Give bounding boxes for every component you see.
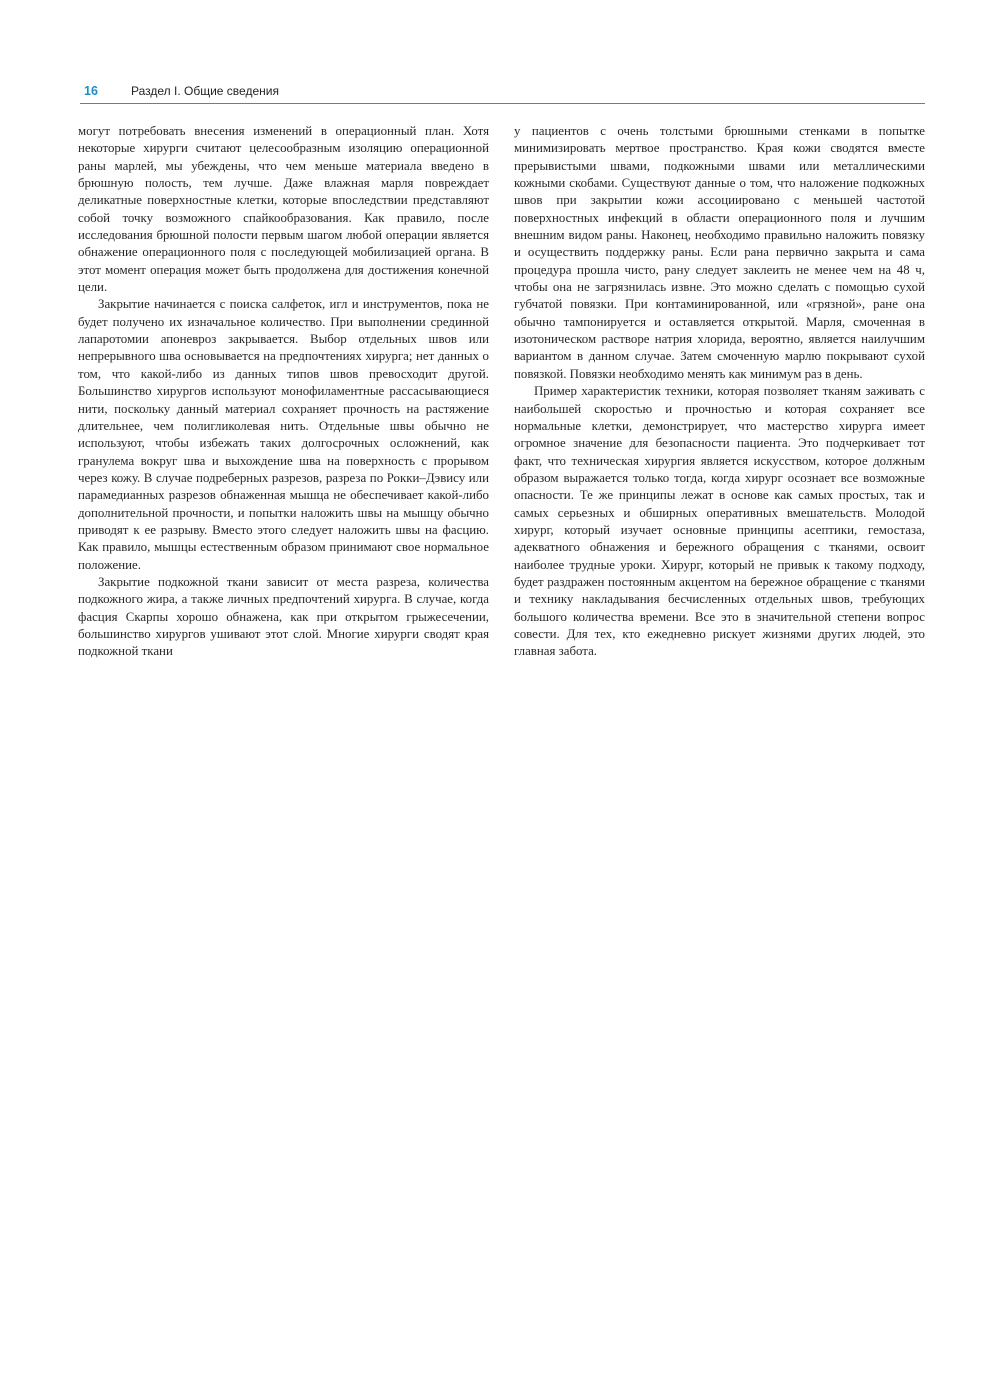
paragraph-continued: могут потребовать внесения изменений в операционный план. Хотя некоторые хирурги считают целесообразным изоляцию операционной раны марлей, мы убеждены, что чем меньше материала введено в брюшную полость, тем лучше. Даже влажная марля повреждает деликатные поверхностные клетки, которые впоследствии представляют собой точку возможного спайкообразования. Как правило, после исследования брюшной полости первым шагом любой операции является обнажение операционного поля с последующей мобилизацией органа. В этот момент операция может быть продолжена для достижения конечной цели. xyxy=(78,124,489,295)
page-number: 16 xyxy=(84,84,98,98)
right-text-column xyxy=(514,123,925,661)
running-header xyxy=(80,83,925,104)
paragraph-subcutaneous: Закрытие подкожной ткани зависит от места разреза, количества подкожного жира, а также личных предпочтений хирурга. В случае, когда фасция Скарпы хорошо обнажена, как при открытом грыжесечении, большинство хирургов ушивают этот слой. Многие хирурги сводят края подкожной ткани xyxy=(78,574,489,659)
paragraph-technique: Пример характеристик техники, которая позволяет тканям заживать с наибольшей скоростью и прочностью и которая сохраняет все нормальные клетки, демонстрирует, что мастерство хирурга имеет огромное значение для безопасности пациента. Это подчеркивает тот факт, что техническая хирургия является искусством, которое должным образом выражается только тогда, когда хирург осознает все возможные опасности. Те же принципы лежат в основе как самых простых, так и самых серьезных и обширных оперативных вмешательств. Молодой хирург, который изучает основные принципы асептики, гемостаза, адекватного обнажения и бережного обращения с тканями, освоит наиболее трудные уроки. Хирург, который не привык к такому подходу, будет раздражен постоянным акцентом на бережное обращение с тканями и технику накладывания бесчисленных отдельных швов, требующих большого количества времени. Все это в значительной степени вопрос совести. Для тех, кто ежедневно рискует жизнями других людей, это главная забота. xyxy=(514,384,925,659)
paragraph-continued: у пациентов с очень толстыми брюшными стенками в попытке минимизировать мертвое пространство. Края кожи сводятся вместе прерывистыми швами, подкожными швами или металлическими кожными скобами. Существуют данные о том, что наложение подкожных швов при закрытии кожи ассоциировано с меньшей частотой поверхностных инфекций в области операционного поля и лучшим внешним видом раны. Наконец, необходимо правильно наложить повязку и осуществить поддержку раны. Если рана первично закрыта и сама процедура прошла чисто, рану следует заклеить не менее чем на 48 ч, чтобы она не загрязнилась извне. Это можно сделать с помощью сухой губчатой повязки. При контаминированной, или «грязной», ране она обычно тампонируется и оставляется открытой. Марля, смоченная в изотоническом растворе натрия хлорида, вероятно, является наилучшим вариантом в данном случае. Затем смоченную марлю покрывают сухой повязкой. Повязки необходимо менять как минимум раз в день. xyxy=(514,124,925,381)
section-title: Раздел I. Общие сведения xyxy=(131,84,279,98)
paragraph-closure: Закрытие начинается с поиска салфеток, игл и инструментов, пока не будет получено их изначальное количество. При выполнении срединной лапаротомии апоневроз закрывается. Выбор отдельных швов или непрерывного шва основывается на предпочтениях хирурга; нет данных о том, что какой-либо из данных типов швов превосходит другой. Большинство хирургов используют монофиламентные рассасывающиеся нити, поскольку данный материал сохраняет прочность на растяжение длительнее, чем полигликолевая нить. Отдельные швы обычно не используют, чтобы избежать таких долгосрочных осложнений, как гранулема вокруг шва и выхождение шва на поверхность с прорывом через кожу. В случае подреберных разрезов, разреза по Рокки–Дэвису или парамедианных разрезов обнаженная мышца не обеспечивает какой-либо дополнительной прочности, и попытки наложить швы на мышцу обычно приводят к ее разрыву. Вместо этого следует наложить швы на фасцию. Как правило, мышцы естественным образом принимают свое нормальное положение. xyxy=(78,297,489,572)
left-text-column xyxy=(78,123,489,661)
